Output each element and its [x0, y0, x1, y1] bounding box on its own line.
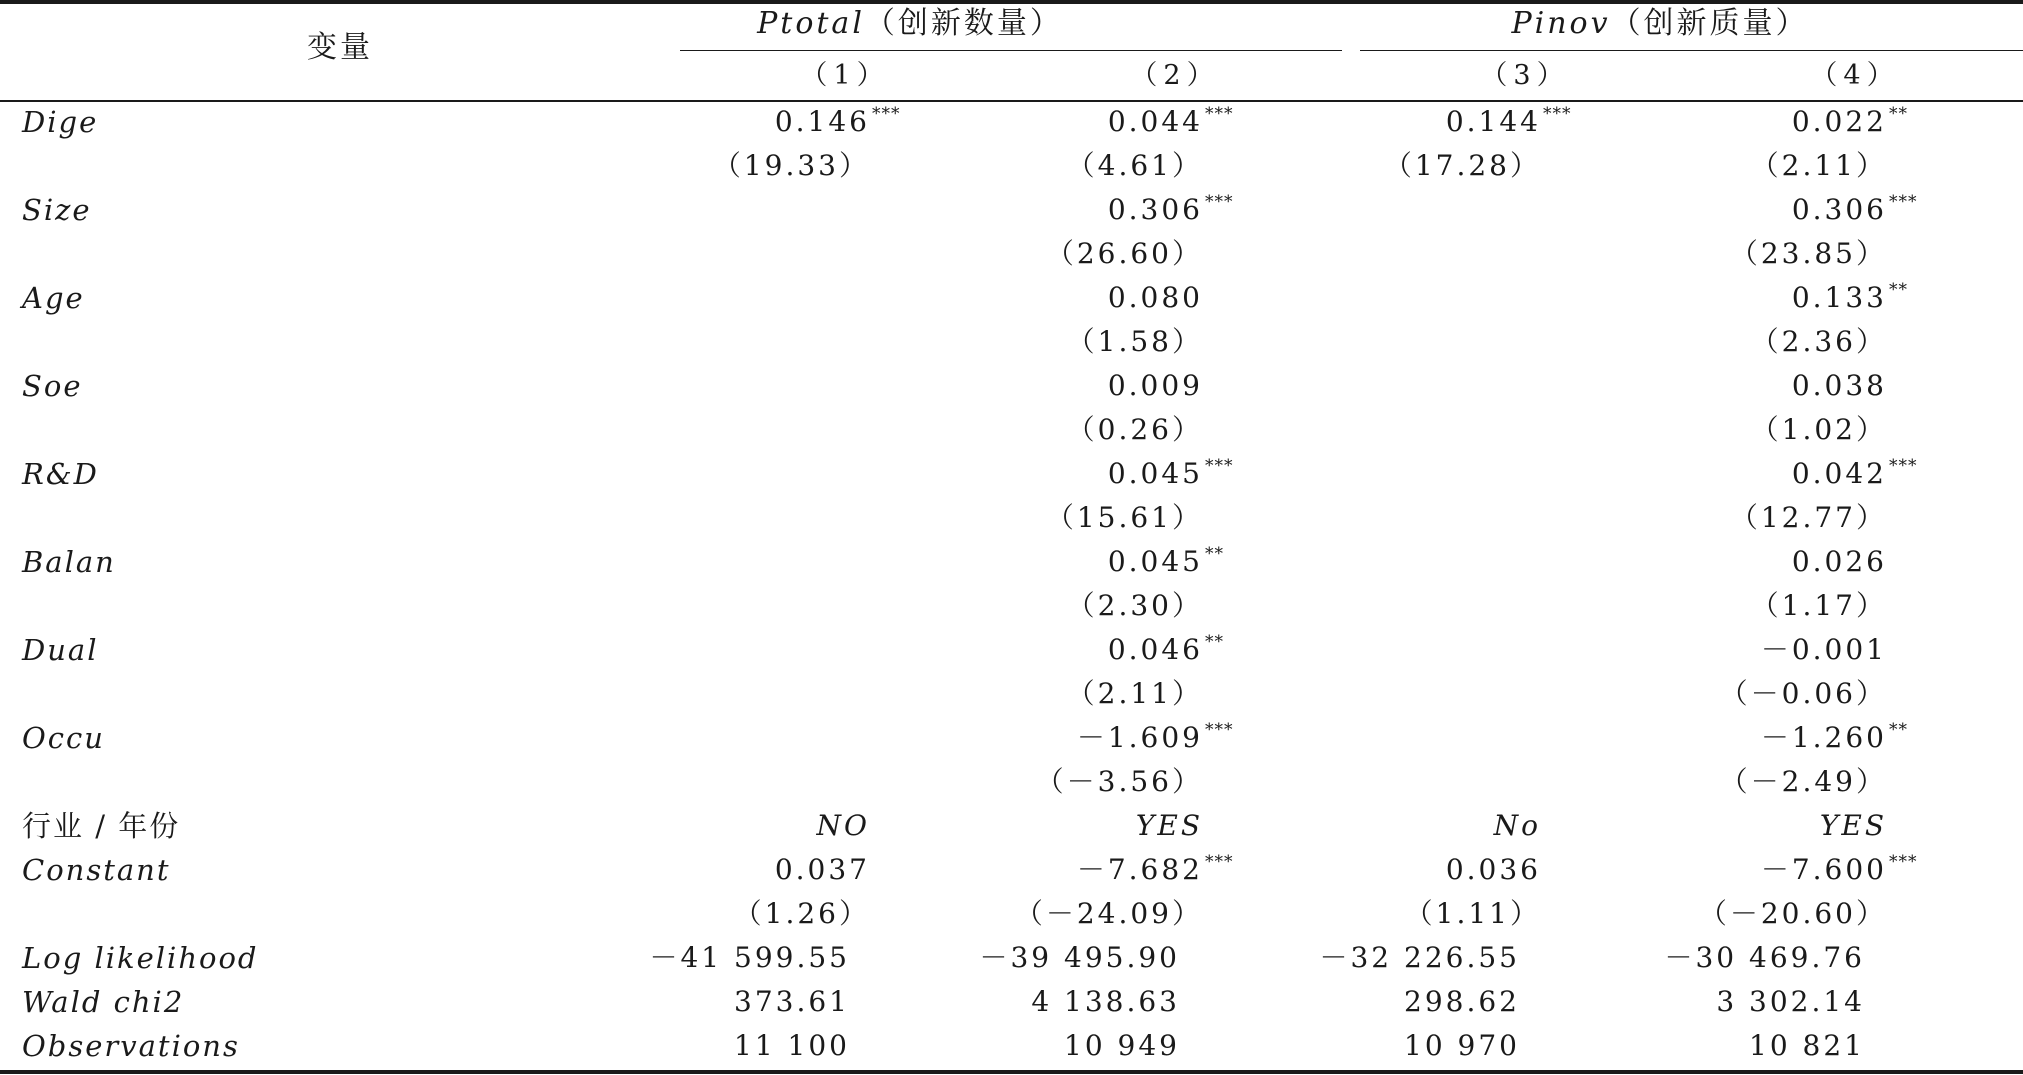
column-number-1: （1）: [800, 60, 890, 91]
significance-stars: **: [1889, 280, 1908, 300]
variable-header: 变量: [307, 30, 373, 65]
coef-cell: [1792, 104, 1887, 140]
coef-value: 0.046: [1107, 633, 1203, 666]
significance-stars: ***: [1205, 852, 1234, 872]
coef-cell: [1108, 632, 1203, 668]
t-stat-cell: （－3.56）: [1035, 765, 1203, 798]
stat-value: 3 302.14: [1716, 985, 1865, 1018]
coef-value: 0.144: [1445, 105, 1541, 138]
coef-value: 0.306: [1791, 193, 1887, 226]
coef-value: 0.045: [1107, 457, 1203, 490]
coef-cell: [1077, 720, 1203, 756]
significance-stars: ***: [1205, 192, 1234, 212]
t-stat-cell: （－0.06）: [1719, 677, 1887, 710]
t-stat-cell: （17.28）: [1383, 149, 1541, 182]
stat-value: －32 226.55: [1319, 941, 1520, 974]
table-bottom-rule: [0, 1070, 2023, 1074]
table-top-rule: [0, 0, 2023, 4]
fixed-effects-value: YES: [1819, 809, 1887, 842]
group-name-pinov: Pinov: [1511, 6, 1611, 41]
variable-name: Constant: [22, 853, 171, 887]
coef-cell: [1108, 456, 1203, 492]
significance-stars: **: [1205, 632, 1224, 652]
coef-value: 0.045: [1107, 545, 1203, 578]
significance-stars: **: [1889, 720, 1908, 740]
stat-value: 4 138.63: [1031, 985, 1180, 1018]
variable-name: R&D: [22, 457, 99, 491]
significance-stars: ***: [1889, 852, 1918, 872]
variable-name: Soe: [22, 369, 83, 403]
coef-value: －7.682: [1076, 853, 1203, 886]
stat-value: 373.61: [734, 985, 850, 1018]
t-stat-cell: （0.26）: [1066, 413, 1203, 446]
coef-cell: [1108, 544, 1203, 580]
t-stat-cell: （1.17）: [1750, 589, 1887, 622]
coef-value: －1.260: [1760, 721, 1887, 754]
fixed-effects-label: 行业 / 年份: [22, 809, 181, 843]
coef-value: 0.036: [1445, 853, 1541, 886]
significance-stars: ***: [1543, 104, 1572, 124]
coef-cell: [1792, 280, 1887, 316]
coef-cell: [1108, 192, 1203, 228]
coef-cell: [1108, 368, 1203, 404]
t-stat-cell: （2.30）: [1066, 589, 1203, 622]
coef-value: －7.600: [1760, 853, 1887, 886]
coef-cell: [1792, 456, 1887, 492]
group-desc-pinov: （创新质量）: [1610, 6, 1809, 41]
stat-name: Wald chi2: [22, 985, 185, 1019]
stat-value: 10 949: [1064, 1029, 1180, 1062]
coef-value: 0.022: [1791, 105, 1887, 138]
t-stat-cell: （2.11）: [1066, 677, 1203, 710]
t-stat-cell: （－20.60）: [1698, 897, 1887, 930]
variable-name: Age: [22, 281, 85, 315]
coef-cell: [1108, 280, 1203, 316]
stat-value: 298.62: [1404, 985, 1520, 1018]
t-stat-cell: （2.11）: [1750, 149, 1887, 182]
column-number-2: （2）: [1130, 60, 1220, 91]
t-stat-cell: （－24.09）: [1014, 897, 1203, 930]
t-stat-cell: （1.02）: [1750, 413, 1887, 446]
t-stat-cell: （－2.49）: [1719, 765, 1887, 798]
coef-cell: [775, 104, 870, 140]
fixed-effects-value: NO: [816, 809, 870, 842]
t-stat-cell: （23.85）: [1729, 237, 1887, 270]
stat-value: 10 821: [1749, 1029, 1865, 1062]
t-stat-cell: （1.58）: [1066, 325, 1203, 358]
stat-value: －30 469.76: [1664, 941, 1865, 974]
coef-value: 0.133: [1791, 281, 1887, 314]
t-stat-cell: （19.33）: [712, 149, 870, 182]
variable-name: Dige: [22, 105, 99, 139]
significance-stars: **: [1889, 104, 1908, 124]
significance-stars: ***: [1205, 456, 1234, 476]
coef-value: 0.044: [1107, 105, 1203, 138]
t-stat-cell: （2.36）: [1750, 325, 1887, 358]
coef-cell: [775, 852, 870, 888]
fixed-effects-value: YES: [1135, 809, 1203, 842]
coef-value: －1.609: [1076, 721, 1203, 754]
stat-name: Log likelihood: [22, 941, 259, 975]
significance-stars: ***: [1205, 104, 1234, 124]
coef-cell: [1446, 104, 1541, 140]
significance-stars: ***: [872, 104, 901, 124]
group-desc-ptotal: （创新数量）: [864, 6, 1063, 41]
coef-value: 0.080: [1107, 281, 1203, 314]
variable-name: Size: [22, 193, 92, 227]
variable-name: Dual: [22, 633, 99, 667]
coef-value: －0.001: [1760, 633, 1887, 666]
coef-value: 0.146: [774, 105, 870, 138]
stat-value: －39 495.90: [979, 941, 1180, 974]
coef-value: 0.306: [1107, 193, 1203, 226]
t-stat-cell: （1.26）: [733, 897, 870, 930]
group-name-ptotal: Ptotal: [757, 6, 865, 41]
significance-stars: ***: [1889, 192, 1918, 212]
stat-value: －41 599.55: [649, 941, 850, 974]
group-rule-ptotal: [680, 50, 1342, 51]
variable-name: Occu: [22, 721, 105, 755]
coef-value: 0.037: [774, 853, 870, 886]
t-stat-cell: （4.61）: [1066, 149, 1203, 182]
coef-value: 0.038: [1791, 369, 1887, 402]
variable-name: Balan: [22, 545, 116, 579]
fixed-effects-value: No: [1493, 809, 1541, 842]
coef-value: 0.042: [1791, 457, 1887, 490]
stat-value: 10 970: [1404, 1029, 1520, 1062]
header-rule: [0, 100, 2023, 102]
group-header-ptotal: [680, 6, 1140, 42]
coef-cell: [1792, 192, 1887, 228]
stat-name: Observations: [22, 1029, 240, 1063]
coef-cell: [1761, 852, 1887, 888]
significance-stars: ***: [1889, 456, 1918, 476]
stat-value: 11 100: [734, 1029, 850, 1062]
column-number-4: （4）: [1810, 60, 1900, 91]
coef-cell: [1108, 104, 1203, 140]
coef-value: 0.026: [1791, 545, 1887, 578]
group-header-pinov: [1360, 6, 1960, 42]
significance-stars: **: [1205, 544, 1224, 564]
t-stat-cell: （26.60）: [1045, 237, 1203, 270]
coef-cell: [1761, 720, 1887, 756]
coef-cell: [1446, 852, 1541, 888]
t-stat-cell: （1.11）: [1404, 897, 1541, 930]
significance-stars: ***: [1205, 720, 1234, 740]
coef-cell: [1077, 852, 1203, 888]
column-number-3: （3）: [1480, 60, 1570, 91]
coef-cell: [1761, 632, 1887, 668]
coef-value: 0.009: [1107, 369, 1203, 402]
coef-cell: [1792, 368, 1887, 404]
group-rule-pinov: [1360, 50, 2023, 51]
coef-cell: [1792, 544, 1887, 580]
t-stat-cell: （15.61）: [1045, 501, 1203, 534]
t-stat-cell: （12.77）: [1729, 501, 1887, 534]
